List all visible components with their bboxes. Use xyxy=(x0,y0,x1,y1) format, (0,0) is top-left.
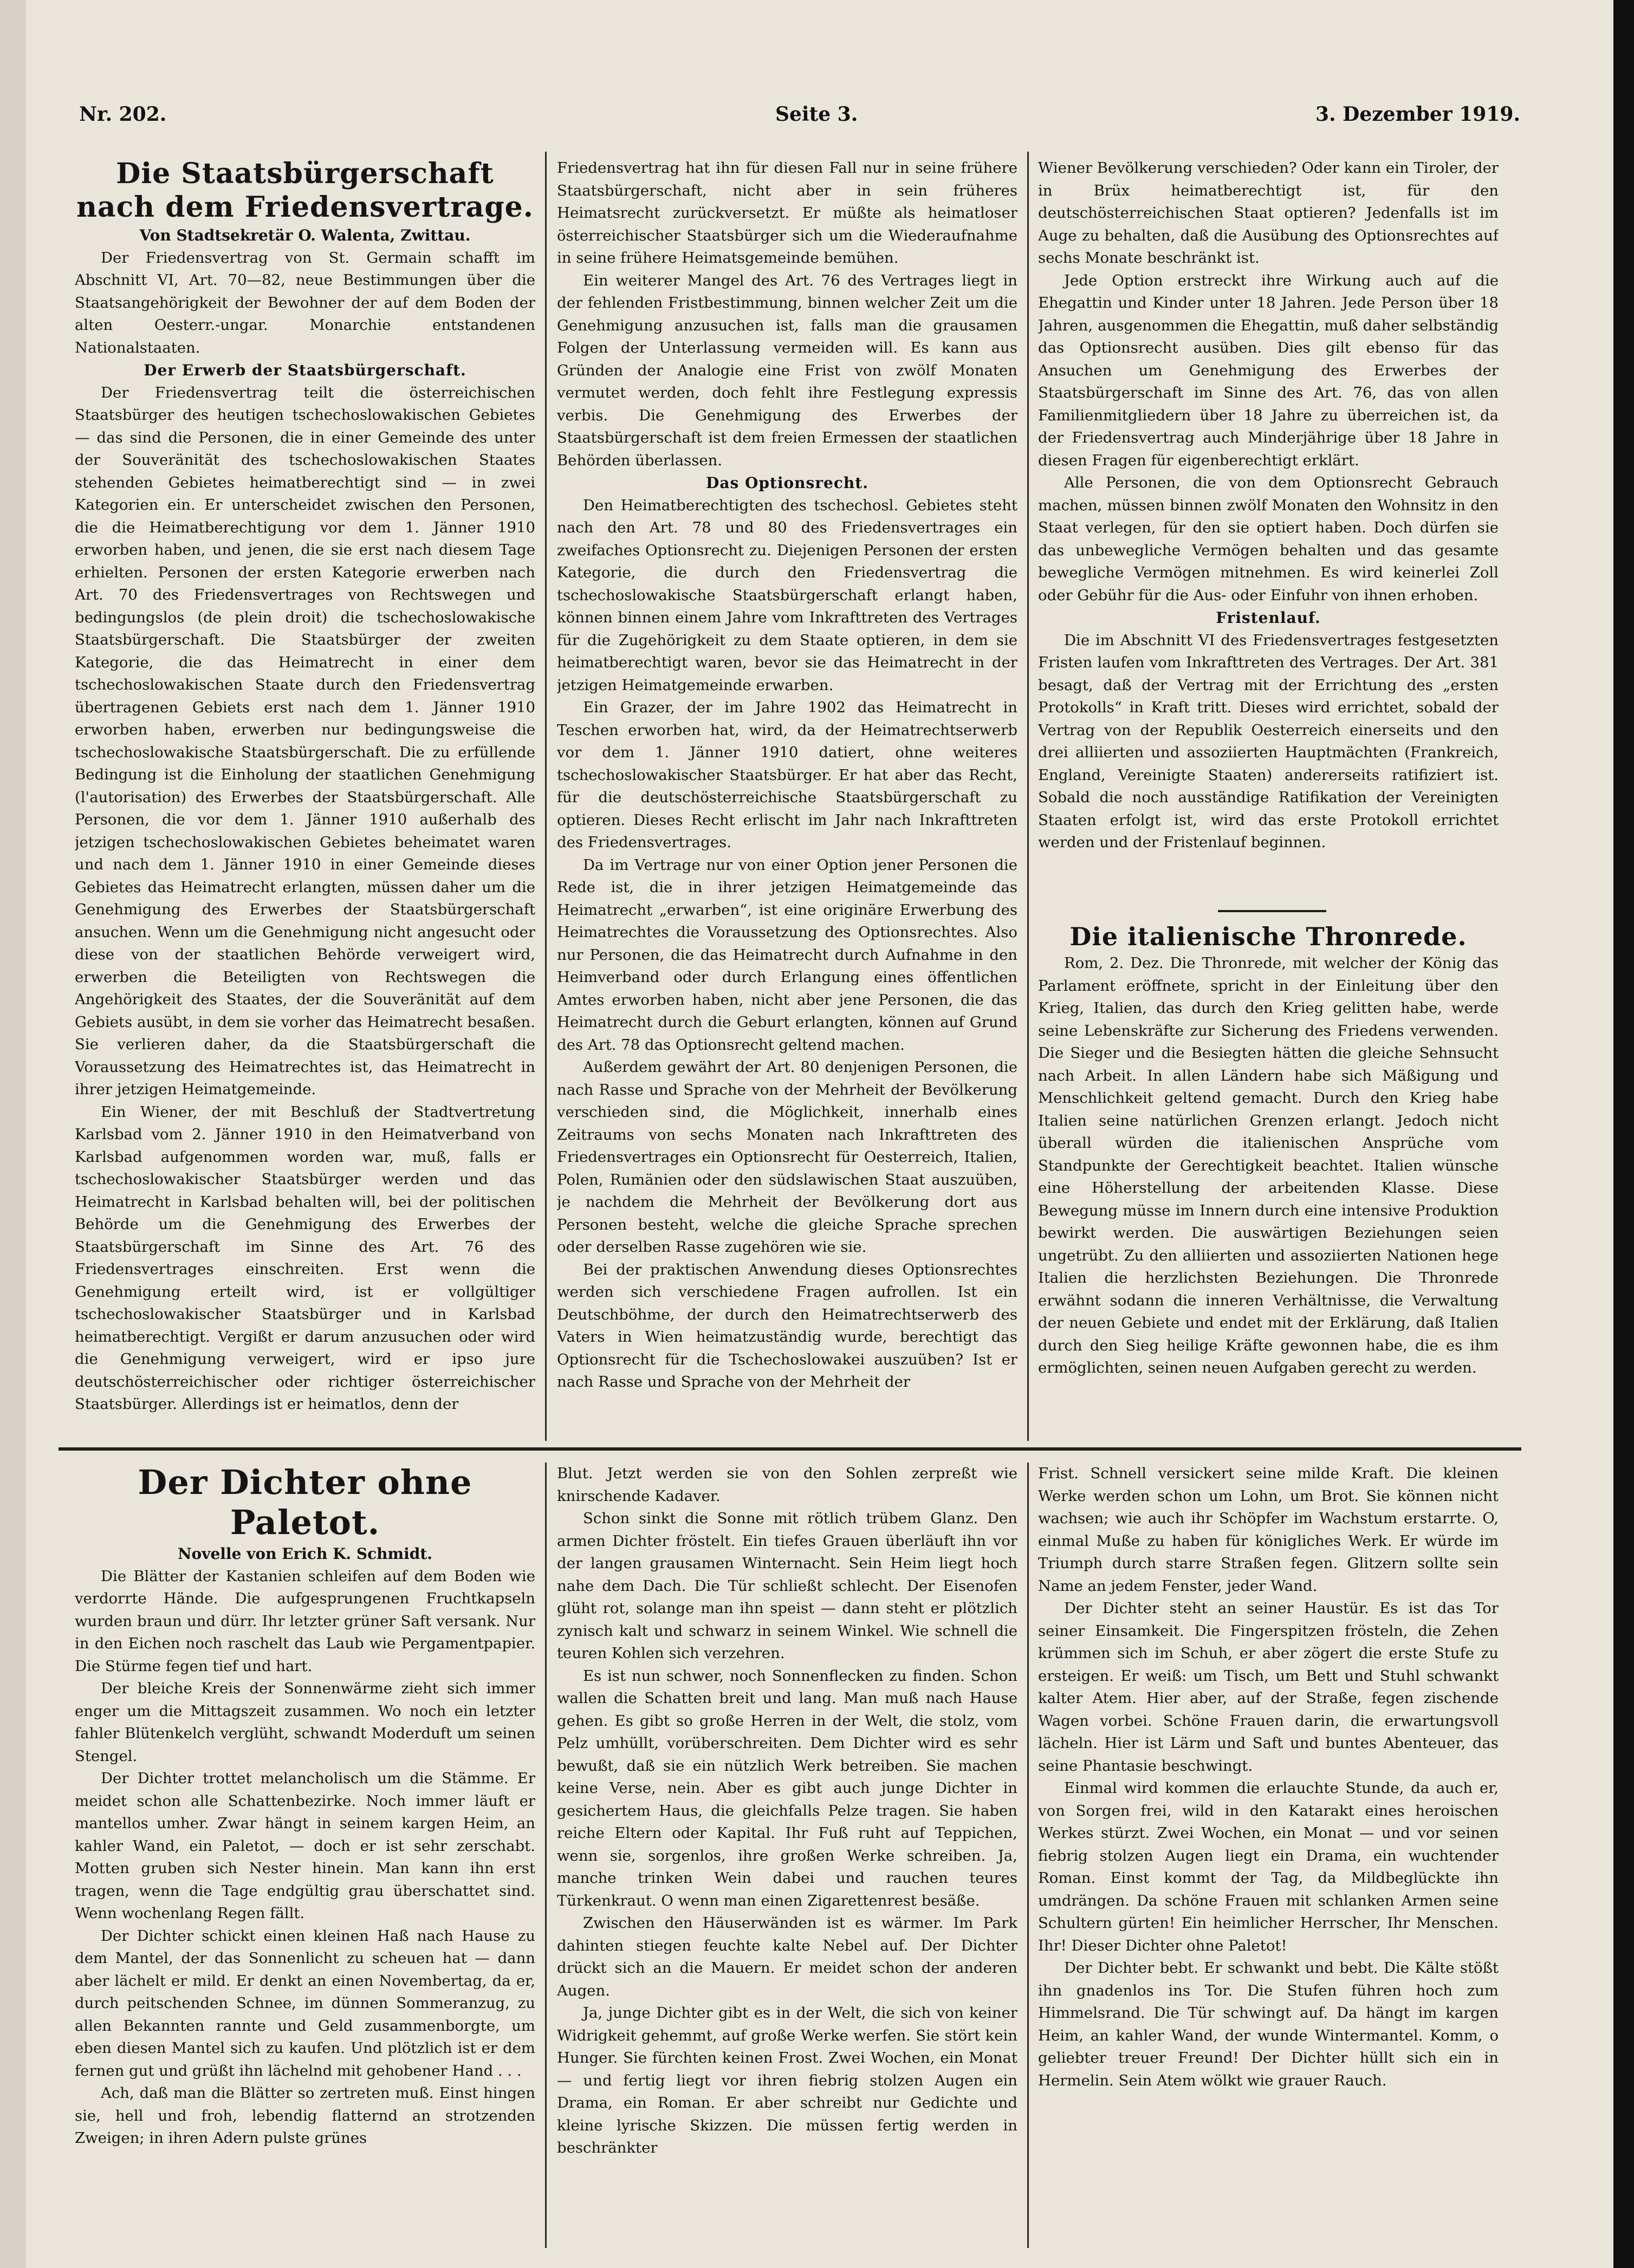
article1-byline: Von Stadtsekretär O. Walenta, Zwittau. xyxy=(139,226,471,244)
article3-paragraph: Der Dichter trottet melancholisch um die Stämme. Er meidet schon alle Schattenbezirke. Noch immer läuft er mantellos umher. Zwar hängt in seinem kargen Heim, an kahler Wand, ein Paletot, — doch er ist sehr zerschabt. Motten gruben sich Nester hinein. Man kann ihn erst tragen, wenn die Tage endgültig grau überschattet sind. Wenn wochenlang Regen fällt. xyxy=(75,1770,535,1922)
column-3-thronrede xyxy=(1038,921,1499,1441)
article3-paragraph: Es ist nun schwer, noch Sonnenflecken zu finden. Schon wallen die Schatten breit und lang. Man muß nach Hause gehen. Es gibt so große Herren in der Welt, die stolz, vom Pelz umhüllt, vorüberschreiten. Dem Dichter wird es sehr bewußt, daß sie ein nützlich Werk betreiben. Sie machen keine Verse, nein. Aber es gibt auch junge Dichter in gesichertem Haus, die gleichfalls Pelze tragen. Sie haben reiche Eltern oder Kapital. Ihr Fuß ruht auf Teppichen, wenn sie, sorgenlos, ihre großen Werke schreiben. Ja, manche trinken Wein dabei und rauchen teures Türkenkraut. O wenn man einen Zigarettenrest besäße. xyxy=(557,1667,1017,1909)
article1-paragraph: Die im Abschnitt VI des Friedensvertrages festgesetzten Fristen laufen vom Inkrafttreten des Vertrages. Der Art. 381 besagt, daß der Vertrag mit der Errichtung des „ersten Protokolls“ in Kraft tritt. Dieses wird errichtet, sobald der Vertrag von der Republik Oesterreich einerseits und den drei alliierten und assoziierten Hauptmächten (Frankreich, England, Vereinigte Staaten) andererseits ratifiziert ist. Sobald die noch ausständige Ratifikation der Vereinigten Staaten erfolgt ist, wird das erste Protokoll errichtet werden und der Fristenlauf beginnen. xyxy=(1038,631,1499,851)
article1-title-line2: nach dem Friedensvertrage. xyxy=(76,191,534,224)
article1-intro: Der Friedensvertrag von St. Germain schafft im Abschnitt VI, Art. 70—82, neue Bestimmungen über die Staatsangehörigkeit der Bewohner der auf dem Boden der alten Oesterr.-ungar. Monarchie entstandenen Nationalstaaten. xyxy=(75,249,535,356)
column-1 xyxy=(75,157,535,1435)
article2-title: Die italienische Thronrede. xyxy=(1069,922,1467,951)
feuilleton-column-2 xyxy=(557,1463,1017,2248)
article1-subhead-erwerb: Der Erwerb der Staatsbürgerschaft. xyxy=(144,361,466,379)
newspaper-page xyxy=(26,0,1613,2268)
page-number: Seite 3. xyxy=(775,103,858,126)
page-header xyxy=(63,103,1520,135)
article2-paragraph: Rom, 2. Dez. Die Thronrede, mit welcher der König das Parlament eröffnete, spricht in der Einleitung über den Krieg, Italien, das durch den Krieg gelitten habe, werde seine Lebenskräfte zur Sicherung des Friedens verwenden. Die Sieger und die Besiegten hätten die gleiche Sehnsucht nach Arbeit. In allen Ländern habe sich Mäßigung und Menschlichkeit geltend gemacht. Durch den Krieg habe Italien seine natürlichen Grenzen erlangt. Jedoch nicht überall würden die italienischen Ansprüche vom Standpunkte der Gerechtigkeit beachtet. Italien wünsche eine Höherstellung der arbeitenden Klasse. Diese Bewegung müsse im Innern durch eine intensive Produktion bewirkt werden. Die auswärtigen Beziehungen seien ungetrübt. Zu den alliierten und assoziierten Nationen hege Italien die herzlichsten Beziehungen. Die Thronrede erwähnt sodann die inneren Verhältnisse, die Verwaltung der neuen Gebiete und endet mit der Erklärung, daß Italien durch den Sieg heilige Kräfte gewonnen habe, die es ihm ermöglichten, seinen neuen Aufgaben gerecht zu werden. xyxy=(1038,954,1499,1376)
article1-title-line1: Die Staatsbürgerschaft xyxy=(116,157,494,190)
article3-paragraph: Zwischen den Häuserwänden ist es wärmer. Im Park dahinten stiegen feuchte kalte Nebel auf. Der Dichter drückt sich an die Mauern. Er meidet schon der anderen Augen. xyxy=(557,1914,1017,1999)
issue-number: Nr. 202. xyxy=(79,103,167,126)
article3-paragraph: Schon sinkt die Sonne mit rötlich trübem Glanz. Den armen Dichter fröstelt. Ein tiefes Grauen überläuft ihn vor der langen grausamen Winternacht. Sein Heim liegt hoch nahe dem Dach. Die Tür schließt schlecht. Der Eisenofen glüht rot, solange man ihn speist — dann steht er plötzlich zynisch kalt und schwarz in seinem Winkel. Wie schnell die teuren Kohlen sich verzehren. xyxy=(557,1510,1017,1662)
article1-paragraph: Wiener Bevölkerung verschieden? Oder kann ein Tiroler, der in Brüx heimatberechtigt ist, für den deutschösterreichischen Staat optieren? Jedenfalls ist im Auge zu behalten, daß die Ausübung des Optionsrechtes auf sechs Monate beschränkt ist. xyxy=(1038,159,1499,267)
scan-left-edge xyxy=(0,0,26,2268)
column-divider xyxy=(545,152,547,1441)
article1-paragraph: Ein weiterer Mangel des Art. 76 des Vertrages liegt in der fehlenden Fristbestimmung, binnen welcher Zeit um die Genehmigung anzusuchen ist, falls man die grausamen Folgen der Unterlassung vermeiden will. Es kann aus Gründen der Analogie eine Frist von zwölf Monaten vermutet werden, doch fehlt ihre Festlegung expressis verbis. Die Genehmigung des Erwerbes der Staatsbürgerschaft ist dem freien Ermessen der staatlichen Behörden überlassen. xyxy=(557,271,1017,469)
article1-subhead-option: Das Optionsrecht. xyxy=(706,474,868,492)
column-divider xyxy=(545,1463,547,2248)
article1-paragraph: Alle Personen, die von dem Optionsrecht Gebrauch machen, müssen binnen zwölf Monaten den Wohnsitz in den Staat verlegen, für den sie optiert haben. Doch dürfen sie das unbewegliche Vermögen behalten und das gesamte bewegliche Vermögen mitnehmen. Es wird keinerlei Zoll oder Gebühr für die Aus- oder Einfuhr von ihnen erhoben. xyxy=(1038,474,1499,604)
article1-paragraph: Friedensvertrag hat ihn für diesen Fall nur in seine frühere Staatsbürgerschaft, nicht aber in sein früheres Heimatsrecht zurückversetzt. Er müßte als heimatloser österreichischer Staatsbürger sich um die Wiederaufnahme in seine frühere Heimatsgemeinde bemühen. xyxy=(557,159,1017,267)
article3-title: Der Dichter ohne Paletot. xyxy=(138,1463,472,1542)
column-2 xyxy=(557,157,1017,1435)
article1-paragraph: Ein Wiener, der mit Beschluß der Stadtvertretung Karlsbad vom 2. Jänner 1910 in den Heimatverband von Karlsbad aufgenommen worden war, muß, falls er tschechoslowakischer Staatsbürger werden und das Heimatrecht in Karlsbad behalten will, bei der politischen Behörde um die Genehmigung des Erwerbes der Staatsbürgerschaft im Sinne des Art. 76 des Friedensvertrages einschreiten. Erst wenn die Genehmigung erteilt wird, ist er vollgültiger tschechoslowakischer Staatsbürger und in Karlsbad heimatberechtigt. Vergißt er darum anzusuchen oder wird die Genehmigung verweigert, wird er ipso jure deutschösterreichischer oder richtiger österreichischer Staatsbürger. Allerdings ist er heimatlos, denn der xyxy=(75,1103,535,1413)
feuilleton-column-1 xyxy=(75,1463,535,2248)
article3-paragraph: Ach, daß man die Blätter so zertreten muß. Einst hingen sie, hell und froh, lebendig flatternd an strotzenden Zweigen; in ihren Adern pulste grünes xyxy=(75,2084,535,2147)
article1-subhead-fristen: Fristenlauf. xyxy=(1216,609,1321,627)
issue-date: 3. Dezember 1919. xyxy=(1315,103,1520,126)
article3-paragraph: Die Blätter der Kastanien schleifen auf dem Boden wie verdorrte Hände. Die aufgesprungenen Fruchtkapseln wurden braun und dürr. Ihr letzter grüner Saft versank. Nur in den Eichen noch raschelt das Laub wie Pergamentpapier. Die Stürme fegen tief und hart. xyxy=(75,1567,535,1675)
column-divider xyxy=(1027,152,1029,1441)
article3-paragraph: Ja, junge Dichter gibt es in der Welt, die sich von keiner Widrigkeit gehemmt, auf große Werke werfen. Sie stört kein Hunger. Sie fürchten keinen Frost. Zwei Wochen, ein Monat — und fertig liegt vor ihren fiebrig stolzen Augen ein Drama, ein Roman. Er aber schreibt nur Gedichte und kleine lyrische Skizzen. Die müssen fertig werden in beschränkter xyxy=(557,2004,1017,2156)
article1-paragraph: Der Friedensvertrag teilt die österreichischen Staatsbürger des heutigen tschechoslowakischen Gebietes — das sind die Personen, die in einer Gemeinde des unter der Souveränität des tschechoslowakischen Staates stehenden Gebietes heimatberechtigt sind — in zwei Kategorien ein. Er unterscheidet zwischen den Personen, die die Heimatberechtigung vor dem 1. Jänner 1910 erworben haben, und jenen, die sie erst nach diesem Tage erhielten. Personen der ersten Kategorie erwerben nach Art. 70 des Friedensvertrages von Rechtswegen und bedingungslos (de plein droit) die tschechoslowakische Staatsbürgerschaft. Die Staatsbürger der zweiten Kategorie, die das Heimatrecht in einer dem tschechoslowakischen Staate durch den Friedensvertrag übertragenen Gebiets erst nach dem 1. Jänner 1910 erworben haben, erwerben nur bedingungsweise die tschechoslowakische Staatsbürgerschaft. Die zu erfüllende Bedingung ist die Einholung der staatlichen Genehmigung (l'autorisation) des Erwerbes der Staatsbürgerschaft. Alle Personen, die vor dem 1. Jänner 1910 außerhalb des jetzigen tschechoslowakischen Gebietes beheimatet waren und nach dem 1. Jänner 1910 in einer Gemeinde dieses Gebietes das Heimatrecht erlangten, müssen daher um die Genehmigung des Erwerbes der Staatsbürgerschaft ansuchen. Wenn um die Genehmigung nicht angesucht oder diese von der staatlichen Behörde verweigert wird, erwerben die Beteiligten von Rechtswegen die Angehörigkeit des Staates, der die Souveränität auf dem Gebiets ausübt, in dem sie vorher das Heimatrecht besaßen. Sie verlieren daher, da die Staatsbürgerschaft die Voraussetzung des Heimatrechtes ist, das Heimatrecht in ihrer jetzigen Heimatgemeinde. xyxy=(75,384,535,1098)
article1-paragraph: Jede Option erstreckt ihre Wirkung auch auf die Ehegattin und Kinder unter 18 Jahren. Jede Person über 18 Jahren, ausgenommen die Ehegattin, muß daher selbständig das Optionsrecht ausüben. Dies gilt ebenso für das Ansuchen um Genehmigung des Erwerbes der Staatsbürgerschaft im Sinne des Art. 76, das von allen Familienmitgliedern über 18 Jahre zu überreichen ist, da der Friedensvertrag auch Minderjährige über 18 Jahre in diesen Fragen für eigenberechtigt erklärt. xyxy=(1038,271,1499,469)
column-3 xyxy=(1038,157,1499,894)
article1-paragraph: Außerdem gewährt der Art. 80 denjenigen Personen, die nach Rasse und Sprache von der Mehrheit der Bevölkerung verschieden sind, die Möglichkeit, innerhalb eines Zeitraums von sechs Monaten nach Inkrafttreten des Friedensvertrages ein Optionsrecht für Oesterreich, Italien, Polen, Rumänien oder den südslawischen Staat auszuüben, je nachdem die Mehrheit der Bevölkerung dort aus Personen besteht, welche die gleiche Sprache sprechen oder derselben Rasse zugehören wie sie. xyxy=(557,1058,1017,1256)
article3-paragraph: Frist. Schnell versickert seine milde Kraft. Die kleinen Werke werden schon um Lohn, um Brot. Sie können nicht wachsen; wie auch ihr Schöpfer im Wachstum erstarrte. O, einmal Muße zu haben für königliches Werk. Er würde im Triumph durch starre Straßen fegen. Glitzern sollte sein Name an jedem Fenster, jeder Wand. xyxy=(1038,1465,1499,1595)
article1-paragraph: Da im Vertrage nur von einer Option jener Personen die Rede ist, die in ihrer jetzigen Heimatgemeinde das Heimatrecht „erwarben“, ist eine originäre Erwerbung des Heimatrechtes die Voraussetzung des Optionsrechtes. Also nur Personen, die das Heimatrecht durch Aufnahme in den Heimverband oder durch Erlangung eines öffentlichen Amtes erworben haben, nicht aber jene Personen, die das Heimatrecht durch die Geburt erlangten, können auf Grund des Art. 78 das Optionsrecht geltend machen. xyxy=(557,856,1017,1054)
feuilleton-column-3 xyxy=(1038,1463,1499,2248)
article1-paragraph: Den Heimatberechtigten des tschechosl. Gebietes steht nach den Art. 78 und 80 des Friedensvertrages ein zweifaches Optionsrecht zu. Diejenigen Personen der ersten Kategorie, die durch den Friedensvertrag die tschechoslowakische Staatsbürgerschaft erlangt haben, können binnen einem Jahre vom Inkrafttreten des Vertrages für die Zugehörigkeit zu dem Staate optieren, in dem sie heimatberechtigt waren, bevor sie das Heimatrecht in der jetzigen Heimatgemeinde erwarben. xyxy=(557,496,1017,694)
article3-paragraph: Der Dichter bebt. Er schwankt und bebt. Die Kälte stößt ihn gnadenlos ins Tor. Die Stufen führen hoch zum Himmelsrand. Die Tür schwingt auf. Da hängt im kargen Heim, an kahler Wand, der wunde Wintermantel. Komm, o geliebter treuer Freund! Der Dichter hüllt sich ein in Hermelin. Sein Atem wölkt wie grauer Rauch. xyxy=(1038,1959,1499,2089)
article1-paragraph: Ein Grazer, der im Jahre 1902 das Heimatrecht in Teschen erworben hat, wird, da der Heimatrechtserwerb vor dem 1. Jänner 1910 datiert, ohne weiteres tschechoslowakischer Staatsbürger. Er hat aber das Recht, für die deutschösterreichische Staatsbürgerschaft zu optieren. Dieses Recht erlischt im Jahr nach Inkrafttreten des Friedensvertrages. xyxy=(557,699,1017,851)
article-separator xyxy=(1218,910,1326,912)
article1-paragraph: Bei der praktischen Anwendung dieses Optionsrechtes werden sich verschiedene Fragen aufrollen. Ist ein Deutschböhme, der durch den Heimatrechtserwerb des Vaters in Wien heimatzuständig wurde, berechtigt das Optionsrecht für die Tschechoslowakei auszuüben? Ist er nach Rasse und Sprache von der Mehrheit der xyxy=(557,1260,1017,1390)
article3-paragraph: Einmal wird kommen die erlauchte Stunde, da auch er, von Sorgen frei, wild in den Katarakt eines heroischen Werkes stürzt. Zwei Wochen, ein Monat — und vor seinen fiebrig stolzen Augen liegt ein Drama, ein wuchtender Roman. Einst kommt der Tag, da Mildbeglückte ihn umdrängen. Da schöne Frauen mit schlanken Armen seine Schultern gürten! Ein heimlicher Herrscher, Ihr Menschen. Ihr! Dieser Dichter ohne Paletot! xyxy=(1038,1779,1499,1954)
article3-paragraph: Der Dichter steht an seiner Haustür. Es ist das Tor seiner Einsamkeit. Die Fingerspitzen frösteln, die Zehen krümmen sich im Schuh, er aber zögert die erste Stufe zu ersteigen. Er weiß: um Tisch, um Bett und Stuhl schwankt kalter Atem. Hier aber, auf der Straße, fegen zischende Wagen vorbei. Schöne Frauen darin, die erwartungsvoll lächeln. Hier ist Lärm und Saft und buntes Abenteuer, das seine Phantasie beschwingt. xyxy=(1038,1600,1499,1775)
article3-paragraph: Blut. Jetzt werden sie von den Sohlen zerpreßt wie knirschende Kadaver. xyxy=(557,1465,1017,1505)
article3-paragraph: Der bleiche Kreis der Sonnenwärme zieht sich immer enger um die Mittagszeit zusammen. Wo noch ein letzter fahler Blütenkelch verglüht, schwandt Moderduft um seinen Stengel. xyxy=(75,1680,535,1765)
feuilleton-separator xyxy=(59,1447,1521,1451)
article3-paragraph: Der Dichter schickt einen kleinen Haß nach Hause zu dem Mantel, der das Sonnenlicht zu scheuen hat — dann aber lächelt er mild. Er denkt an einen Novembertag, da er, durch peitschenden Schnee, im dünnen Sommeranzug, zu allen Bekannten rannte und Geld zusammenborgte, um eben diesen Mantel sich zu kaufen. Und plötzlich ist er dem fernen gut und grüßt ihn lächelnd mit gehobener Hand . . . xyxy=(75,1927,535,2079)
scan-right-edge xyxy=(1613,0,1634,2268)
article3-byline: Novelle von Erich K. Schmidt. xyxy=(177,1545,433,1563)
column-divider xyxy=(1027,1463,1029,2248)
